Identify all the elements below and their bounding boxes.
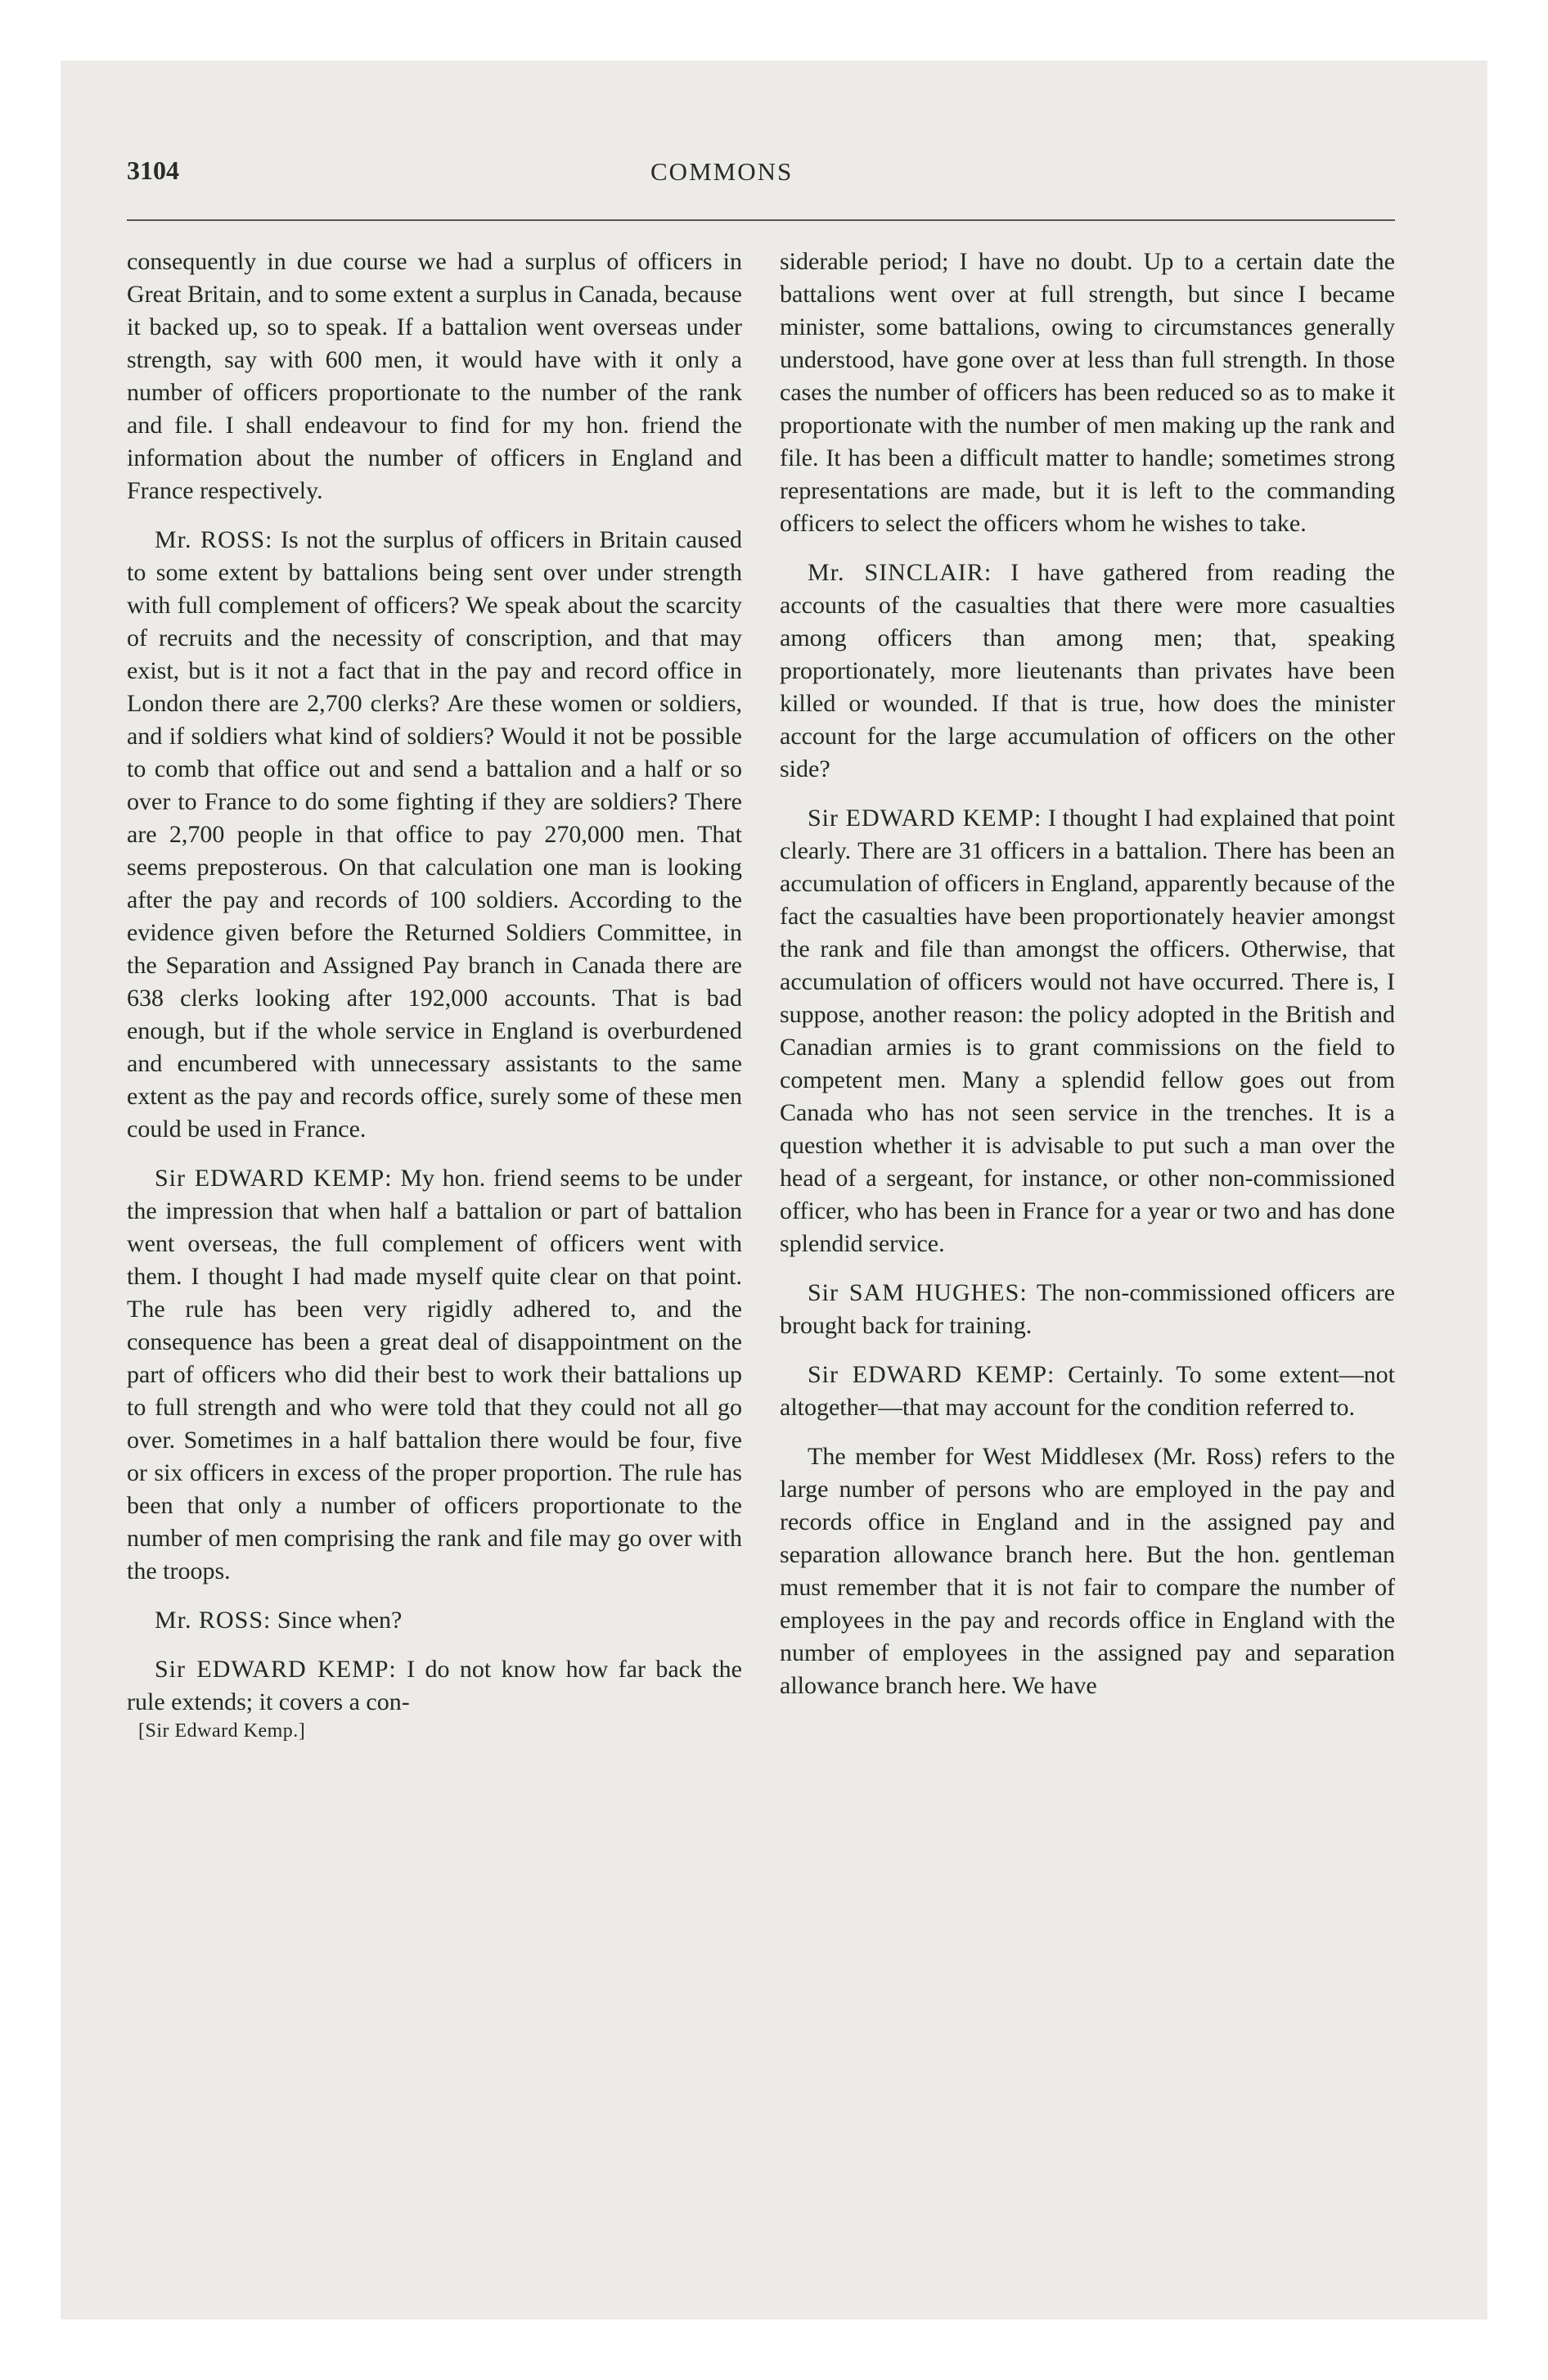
paragraph: [780, 1277, 1395, 1342]
footer-note: [Sir Edward Kemp.]: [138, 1720, 306, 1742]
paragraph: [127, 1604, 742, 1637]
speech-text: Since when?: [277, 1607, 403, 1634]
header-rule: [127, 219, 1395, 221]
page-header: [127, 156, 1395, 196]
speaker-name: Mr. SINCLAIR:: [808, 559, 992, 586]
paragraph: [780, 802, 1395, 1260]
paragraph: [127, 1653, 742, 1719]
speech-text: I have gathered from reading the accounts of the casualties that there were more casualties among officers than among men; that, speaking proportionately, more lieutenants than privates have been killed or wounded. If that is true, how does the minister account for the large accumulation of officers on the other side?: [780, 559, 1395, 782]
speech-text: I do not know how far back the rule extends; it covers a con-: [127, 1656, 742, 1715]
speaker-name: Sir SAM HUGHES:: [808, 1279, 1028, 1306]
speaker-name: Sir EDWARD KEMP:: [155, 1656, 397, 1683]
paragraph: consequently in due course we had a surplus of officers in Great Britain, and to some extent a surplus in Canada, because it backed up, so to speak. If a battalion went overseas under strength, say with 600 men, it would have with it only a number of officers proportionate to the number of the rank and file. I shall endeavour to find for my hon. friend the information about the number of officers in England and France respectively.: [127, 248, 742, 504]
page-number: 3104: [127, 156, 179, 185]
speaker-name: Mr. ROSS:: [155, 1607, 272, 1634]
speech-text: I thought I had explained that point clearly. There are 31 officers in a battalion. There has been an accumulation of officers in England, apparently because of the fact the casualties have been proportionately heavier amongst the rank and file than amongst the officers. Otherwise, that accumulation of officers would not have occurred. There is, I suppose, another reason: the policy adopted in the British and Canadian armies is to grant commissions on the field to competent men. Many a splendid fellow goes out from Canada who has not seen service in the trenches. It is a question whether it is advisable to put such a man over the head of a sergeant, for instance, or other non-commissioned officer, who has been in France for a year or two and has done splendid service.: [780, 805, 1395, 1257]
speech-text: Is not the surplus of officers in Britain caused to some extent by battalions being sent over under strength with full complement of officers? We speak about the scarcity of recruits and the necessity of conscription, and that may exist, but is it not a fact that in the pay and record office in London there are 2,700 clerks? Are these women or soldiers, and if soldiers what kind of soldiers? Would it not be possible to comb that office out and send a battalion and a half or so over to France to do some fighting if they are soldiers? There are 2,700 people in that office to pay 270,000 men. That seems preposterous. On that calculation one man is looking after the pay and records of 100 soldiers. According to the evidence given before the Returned Soldiers Committee, in the Separation and Assigned Pay branch in Canada there are 638 clerks looking after 192,000 accounts. That is bad enough, but if the whole service in England is overburdened and encumbered with unnecessary assistants to the same extent as the pay and records office, surely some of these men could be used in France.: [127, 526, 742, 1143]
speech-text: Certainly. To some extent—not altogether—that may account for the condition referred to.: [780, 1361, 1396, 1421]
speech-text: My hon. friend seems to be under the impression that when half a battalion or part of battalion went overseas, the full complement of officers went with them. I thought I had made myself quite clear on that point. The rule has been very rigidly adhered to, and the consequence has been a great deal of disappointment on the part of officers who did their best to work their battalions up to full strength and who were told that they could not all go over. Sometimes in a half battalion there would be four, five or six officers in excess of the proper proportion. The rule has been that only a number of officers proportionate to the number of men comprising the rank and file may go over with the troops.: [127, 1165, 743, 1584]
running-head: COMMONS: [650, 157, 794, 186]
paragraph: [780, 557, 1395, 786]
paragraph: The member for West Middlesex (Mr. Ross) refers to the large number of persons who are employed in the pay and records office in England and in the assigned pay and separation allowance branch here. But the hon. gentleman must remember that it is not fair to compare the number of employees in the pay and records office in England with the number of employees in the assigned pay and separation allowance branch here. We have: [780, 1443, 1395, 1699]
speaker-name: Sir EDWARD KEMP:: [155, 1165, 393, 1192]
speaker-name: Sir EDWARD KEMP:: [808, 1361, 1055, 1388]
paragraph: [127, 1162, 742, 1588]
left-column: [127, 246, 742, 1743]
speech-text: The non-commissioned officers are brought back for training.: [780, 1279, 1395, 1339]
speaker-name: Sir EDWARD KEMP:: [808, 805, 1042, 832]
speaker-name: Mr. ROSS:: [155, 526, 273, 553]
paragraph: siderable period; I have no doubt. Up to a certain date the battalions went over at full strength, but since I became minister, some battalions, owing to circumstances generally understood, have gone over at less than full strength. In those cases the number of officers has been reduced so as to make it proportionate with the number of men making up the rank and file. It has been a difficult matter to handle; sometimes strong representations are made, but it is left to the commanding officers to select the officers whom he wishes to take.: [780, 248, 1395, 537]
right-column: [780, 246, 1395, 1719]
paragraph: [780, 1359, 1395, 1424]
paragraph: [127, 524, 742, 1146]
